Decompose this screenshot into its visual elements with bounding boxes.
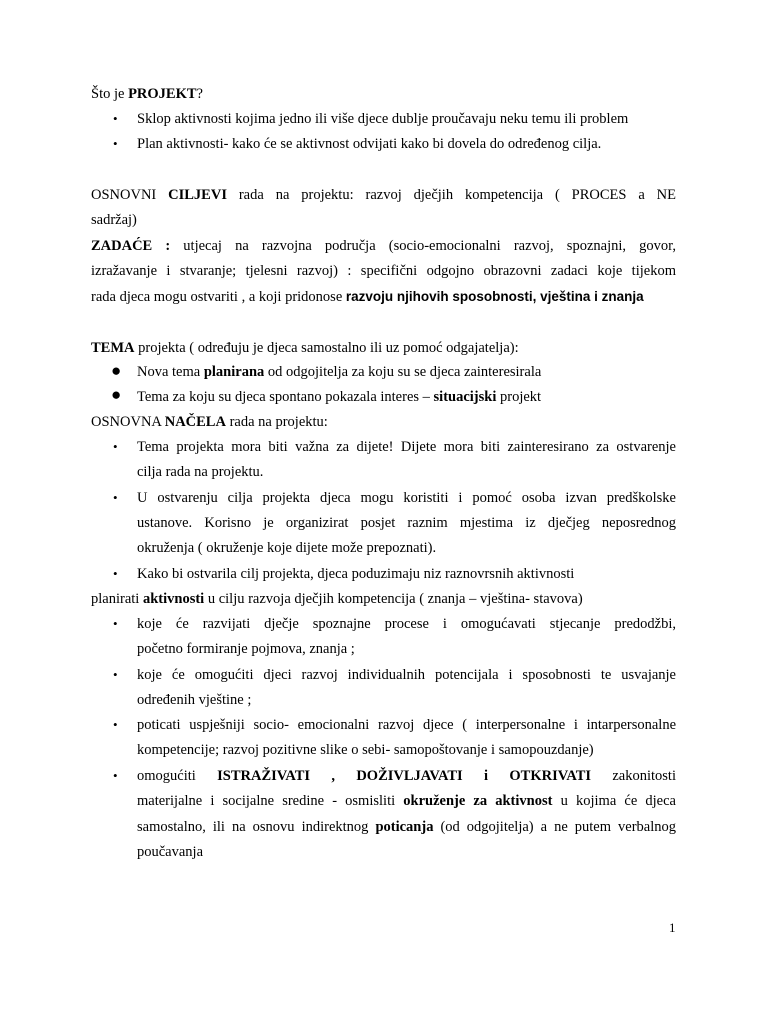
aktivnost-item-2-line-2: određenih vještine ; (137, 692, 252, 708)
bullet-icon: • (113, 616, 118, 631)
nacela-item-1-line-1: Tema projekta mora biti važna za dijete! Dijete mora biti zainteresirano za ostvarenje (137, 439, 676, 455)
nacela-item-1-line-2: cilja rada na projektu. (137, 464, 264, 480)
tema-item-2: Tema za koju su djeca spontano pokazala interes – situacijski projekt (137, 389, 542, 405)
aktivnost-item-1-line-2: početno formiranje pojmova, znanja ; (137, 641, 355, 657)
bullet-dot-icon: ● (111, 361, 122, 380)
question-heading: Što je PROJEKT? (91, 86, 203, 102)
aktivnost-item-4-line-3: samostalno, ili na osnovu indirektnog poticanja (od odgojitelja) a ne putem verbalnog (137, 819, 677, 835)
aktivnost-item-4-line-4: poučavanja (137, 844, 204, 860)
aktivnost-item-4-line-1: omogućiti ISTRAŽIVATI , DOŽIVLJAVATI i OTKRIVATI zakonitosti (137, 768, 676, 784)
aktivnost-item-1-line-1: koje će razvijati dječje spoznajne procese i omogućavati stjecanje predodžbi, (137, 616, 676, 632)
nacela-item-2-line-3: okruženja ( okruženje koje dijete može prepoznati). (137, 540, 437, 556)
zadace-line-1: ZADAĆE : utjecaj na razvojna područja (socio-emocionalni razvoj, spoznajni, govor, (91, 238, 676, 254)
bullet-icon: • (113, 566, 118, 581)
bullet-icon: • (113, 136, 118, 151)
aktivnost-item-3-line-1: poticati uspješniji socio- emocionalni razvoj djece ( interpersonalne i intarpersonalne (137, 717, 676, 733)
bullet-icon: • (113, 111, 118, 126)
ciljevi-line-1: OSNOVNI CILJEVI rada na projektu: razvoj dječjih kompetencija ( PROCES a NE (91, 187, 676, 203)
nacela-item-2-line-2: ustanove. Korisno je organizirat posjet raznim mjestima iz dječjeg neposrednog (137, 515, 676, 531)
bullet-icon: • (113, 667, 118, 682)
aktivnost-item-4-line-2: materijalne i socijalne sredine - osmisliti okruženje za aktivnost u kojima će djeca (137, 793, 676, 809)
ciljevi-line-2: sadržaj) (91, 212, 137, 228)
page-number: 1 (669, 920, 676, 935)
nacela-item-2-line-1: U ostvarenju cilja projekta djeca mogu koristiti i pomoć osoba izvan predškolske (137, 490, 676, 506)
bullet-icon: • (113, 490, 118, 505)
nacela-item-3: Kako bi ostvarila cilj projekta, djeca poduzimaju niz raznovrsnih aktivnosti (137, 566, 575, 582)
bullet-icon: • (113, 717, 118, 732)
aktivnost-item-3-line-2: kompetencije; razvoj pozitivne slike o sebi- samopoštovanje i samopouzdanje) (137, 742, 594, 758)
definition-item-1: Sklop aktivnosti kojima jedno ili više djece dublje proučavaju neku temu ili problem (137, 111, 629, 127)
zadace-line-3: rada djeca mogu ostvariti , a koji pridonose razvoju njihovih sposobnosti, vještina i znanja (91, 289, 644, 305)
bullet-icon: • (113, 768, 118, 783)
bullet-icon: • (113, 439, 118, 454)
tema-item-1: Nova tema planirana od odgojitelja za koju su se djeca zainteresirala (137, 364, 542, 380)
tema-heading: TEMA projekta ( određuju je djeca samostalno ili uz pomoć odgajatelja): (91, 340, 519, 356)
planirati-line: planirati aktivnosti u cilju razvoja dječjih kompetencija ( znanja – vještina- stavova) (91, 591, 583, 607)
zadace-line-2: izražavanje i stvaranje; tjelesni razvoj) : specifični odgojno obrazovni zadaci koje tijekom (91, 263, 676, 279)
aktivnost-item-2-line-1: koje će omogućiti djeci razvoj individualnih potencijala i sposobnosti te usvajanje (137, 667, 676, 683)
nacela-heading: OSNOVNA NAČELA rada na projektu: (91, 414, 328, 430)
bullet-dot-icon: ● (111, 385, 122, 404)
definition-item-2: Plan aktivnosti- kako će se aktivnost odvijati kako bi dovela do određenog cilja. (137, 136, 602, 152)
